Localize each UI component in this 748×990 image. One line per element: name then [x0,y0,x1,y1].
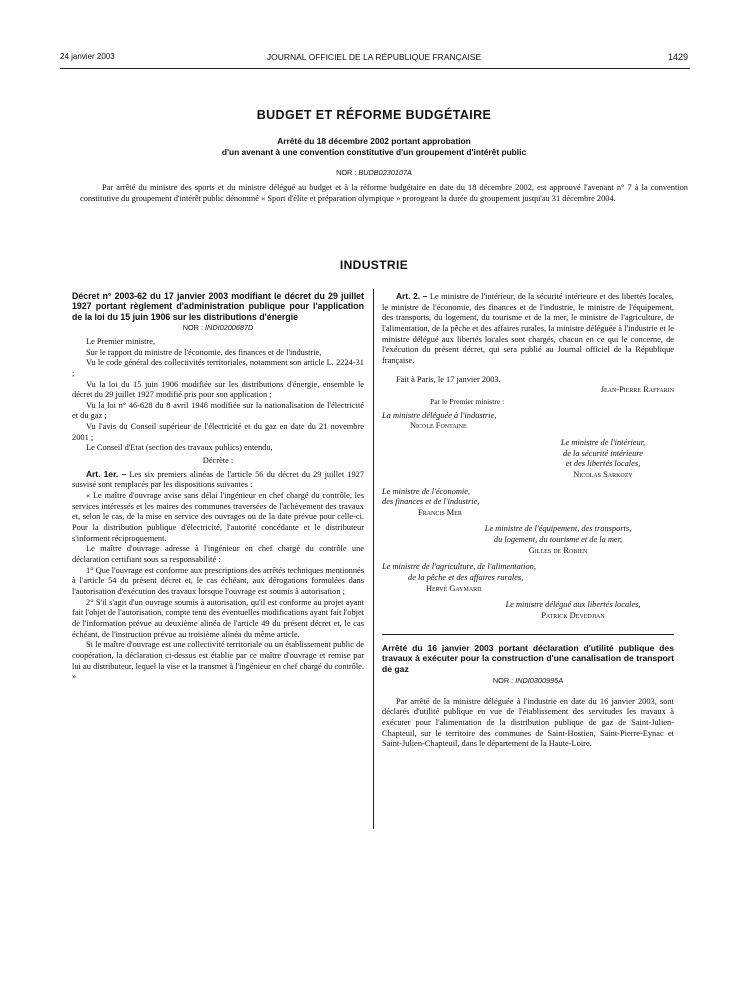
arrete-title-gaz: Arrêté du 16 janvier 2003 portant déclaration d'utilité publique des travaux à exécuter pour la construction d'une canalisation de transport de gaz [382,642,674,674]
minister-name: Nicole Fontaine [410,421,467,431]
article-text: Les six premiers alinéas de l'article 56 du décret du 29 juillet 1927 susvisé sont remplacés par les dispositions suivantes : [72,469,365,490]
minister-name: Gilles de Robien [528,545,588,555]
minister-block [442,524,674,556]
article-1 [72,469,364,491]
arrete-gaz-text: Par arrêté de la ministre déléguée à l'industrie en date du 16 janvier 2003, sont déclarés d'utilité publique en vue de l'établissement des servitudes les travaux à exécuter pour l'alimentation de la distribution publique de gaz de Saint-Julien-Chapteuil, sur le territoire des communes de Saint-Hostien, Saint-Pierre-Eynac et Saint-Julien-Chapteuil, dans le département de la Haute-Loire. [382,696,674,749]
quoted-paragraph: 1° Que l'ouvrage est conforme aux prescriptions des arrêtés techniques mentionnés à l'article 54 du présent décret et, le cas échéant, aux dérogations formulées dans l'autorisation d'exécution des travaux lorsque l'ouvrage est soumis à autorisation ; [72,565,364,596]
minister-title: de la sécurité intérieure [563,448,643,458]
minister-title: Le ministre de l'équipement, des transports, [484,524,632,534]
nor-decret [72,323,364,334]
minister-block [382,562,674,594]
arrete-title-line-2: d'un avenant à une convention constitutive d'un groupement d'intérêt public [221,146,527,157]
nor-label: NOR : [182,323,203,333]
minister-title: Le ministre délégué aux libertés locales, [505,600,641,610]
minister-title: et des libertés locales, [565,459,641,469]
minister-name: Francis Mer [418,507,462,517]
nor-label: NOR : [336,168,357,177]
minister-name: Patrick Devedjian [541,611,605,621]
nor-code: BUDB0230107A [358,168,412,177]
paragraph: Le Conseil d'Etat (section des travaux publics) entendu, [86,443,273,453]
decrete: Décrète : [202,456,234,466]
minister-title: des finances et de l'industrie, [382,497,480,507]
minister-title: Le ministre de l'intérieur, [560,437,646,447]
nor-code: INDI0200687D [205,323,254,333]
arrete-title-budget [100,136,648,157]
budget-arrete-text: Par arrêté du ministre des sports et du ministre délégué au budget et à la réforme budgétaire en date du 18 décembre 2002, est approuvé l'avenant n° 7 à la convention constitutive du groupement d'intérêt public dénommé « Sport d'élite et préparation olympique » prorogeant la durée du groupement jusqu'au 31 décembre 2004. [80,183,688,203]
paragraph: Vu la loi du 15 juin 1906 modifiée sur les distributions d'énergie, ensemble le décret du 29 juillet 1927 modifié pris pour son application ; [72,379,364,400]
header-rule [60,68,690,69]
nor-arrete-gaz [382,676,674,687]
separator-rule [382,634,674,635]
quoted-paragraph: « Le maître d'ouvrage avise sans délai l'ingénieur en chef chargé du contrôle, les services intéressés et les maires des communes traversées de l'achèvement des travaux et, selon le cas, de la mise en service des ouvrages ou de la date prévue pour celle-ci. Pour la distribution publique d'électricité, l'autorité concédante et le distributeur s'informent réciproquement. [72,491,364,543]
nor-label: NOR : [492,675,514,685]
minister-name: Nicolas Sarkozy [573,469,633,479]
minister-block [532,438,674,481]
minister-block [472,600,674,621]
paragraph: Le Premier ministre, [86,336,156,346]
article-text: Le ministre de l'intérieur, de la sécurité intérieure et des libertés locales, le ministre de l'économie, des finances et de l'industrie, le ministre de l'équipement, des transports, du logement, du tourisme et de la mer, le ministre de l'agriculture, de l'alimentation, de la pêche et des affaires rurales, la ministre déléguée à l'industrie et le ministre délégué aux libertés locales sont chargés, chacun en ce qui le concerne, de l'exécution du présent décret, qui sera publié au Journal officiel de la République française. [382,292,674,365]
minister-name: Hervé Gaymard [426,583,482,593]
quoted-paragraph: Le maître d'ouvrage adresse à l'ingénieur en chef chargé du contrôle une déclaration certifiant sous sa responsabilité : [72,544,364,564]
nor-code: INDI0300995A [515,675,564,685]
section-title-budget: BUDGET ET RÉFORME BUDGÉTAIRE [256,108,492,122]
right-column [382,291,674,750]
paragraph: Vu l'avis du Conseil supérieur de l'électricité et du gaz en date du 21 novembre 2001 ; [72,422,364,442]
section-title-industrie: INDUSTRIE [339,258,409,272]
header-date: 24 janvier 2003 [60,52,115,61]
left-column [72,291,364,683]
paragraph: Vu le code général des collectivités territoriales, notamment son article L. 2224-31 ; [72,358,364,378]
article-label: Art. 2. – [396,291,428,301]
minister-title: La ministre déléguée à l'industrie, [382,410,497,420]
decret-title: Décret n° 2003-62 du 17 janvier 2003 modifiant le décret du 29 juillet 1927 portant règlement d'administration publique pour l'application de la loi du 15 juin 1906 sur les distributions d'énergie [72,291,364,322]
minister-block [382,411,674,432]
journal-title: JOURNAL OFFICIEL DE LA RÉPUBLIQUE FRANÇAISE [266,52,482,62]
arrete-title-line-1: Arrêté du 18 décembre 2002 portant approbation [277,136,471,146]
pour-premier-ministre: Par le Premier ministre : [430,396,505,406]
minister-block [382,487,674,519]
fait-a-paris: Fait à Paris, le 17 janvier 2003. [396,374,501,384]
paragraph: Vu la loi n° 46-628 du 8 avril 1946 modifiée sur la nationalisation de l'électricité et du gaz ; [72,400,364,421]
article-2 [382,291,674,367]
minister-title: Le ministre de l'économie, [382,486,471,496]
article-label: Art. 1er. – [86,468,127,479]
quoted-paragraph: Si le maître d'ouvrage est une collectivité territoriale ou un établissement public de coopération, la déclaration ci-dessus est établie par ce maître d'ouvrage et remise par lui au distributeur, lequel la vise et la transmet à l'ingénieur en chef chargé du contrôle. » [72,640,364,682]
minister-title: Le ministre de l'agriculture, de l'alimentation, [382,562,536,572]
signatory: Jean-Pierre Raffarin [600,385,674,395]
quoted-paragraph: 2° S'il s'agit d'un ouvrage soumis à autorisation, qu'il est conforme au projet ayant fait l'objet de l'autorisation, compte tenu des éventuelles modifications ayant fait l'objet de l'information prévue au deuxième alinéa de l'article 49 du présent décret et, le cas échéant, de l'instruction prévue au troisième alinéa du même article. [72,597,364,639]
paragraph: Sur le rapport du ministre de l'économie, des finances et de l'industrie, [86,347,322,357]
minister-title: du logement, du tourisme et de la mer, [493,535,623,545]
running-header [60,52,688,66]
column-divider [373,289,374,829]
nor-budget [60,168,688,177]
page-number: 1429 [667,52,688,62]
minister-title: de la pêche et des affaires rurales, [408,573,524,583]
